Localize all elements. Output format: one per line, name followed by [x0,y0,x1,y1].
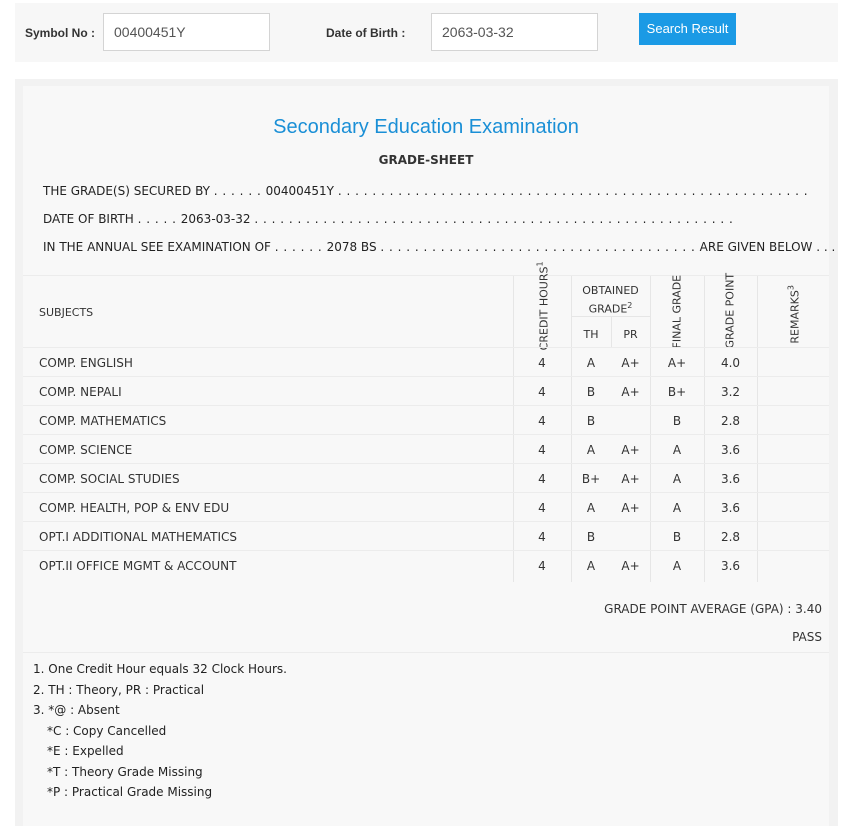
grade-point-cell: 3.6 [720,501,741,515]
final-grade-cell: A [672,501,682,515]
pr-grade-cell: A+ [621,385,640,399]
search-result-button[interactable]: Search Result [639,13,736,45]
dob-line-prefix: DATE OF BIRTH [43,212,134,226]
footnote-item: 2. TH : Theory, PR : Practical [33,682,205,697]
credit-cell: 4 [538,501,546,515]
table-row [23,521,829,550]
dob-line: DATE OF BIRTH . . . . . 2063-03-32 . . . . . . . . . . . . . . . . . . . . . . . . . . . . . . . . . . . . . . . . . . . . . . . . . . . . . . . . [43,212,734,226]
pr-grade-cell: A+ [621,472,640,486]
final-grade-cell: A [672,559,682,573]
secured-by-line: THE GRADE(S) SECURED BY . . . . . . 00400451Y . . . . . . . . . . . . . . . . . . . . . . . . . . . . . . . . . . . . . . . . . . . . . . . . . . . . . . . [43,184,809,198]
credit-sup: 1 [535,261,545,267]
secured-by-prefix: THE GRADE(S) SECURED BY [43,184,210,198]
dob-label: Date of Birth : [326,26,406,40]
result-card [15,79,838,826]
gpa-text: GRADE POINT AVERAGE (GPA) : 3.40 [604,602,822,616]
table-header [23,261,829,351]
table-row [23,376,829,405]
exam-line-suffix: ARE GIVEN BELOW . . . [699,240,836,254]
credit-hours-label: CREDIT HOURS [537,266,551,351]
th-grade-cell: A [586,501,596,515]
credit-cell: 4 [538,385,546,399]
subject-cell: OPT.II OFFICE MGMT & ACCOUNT [39,559,237,573]
header-remarks [786,278,801,350]
final-grade-cell: A [672,443,682,457]
header-subjects: SUBJECTS [39,306,94,319]
table-row [23,347,829,376]
credit-cell: 4 [538,472,546,486]
obtained-sup: 2 [627,301,633,310]
grade-point-cell: 4.0 [720,356,741,370]
subject-cell: COMP. NEPALI [39,385,122,399]
credit-cell: 4 [538,559,546,573]
remarks-sup: 3 [786,285,796,291]
subject-cell: COMP. HEALTH, POP & ENV EDU [39,501,230,515]
dob-line-value: 2063-03-32 [180,212,251,226]
th-grade-cell: B [586,385,596,399]
table-row [23,463,829,492]
table-row [23,405,829,434]
subject-cell: COMP. SCIENCE [39,443,133,457]
header-grade-point: GRADE POINT [723,272,737,349]
credit-cell: 4 [538,356,546,370]
final-grade-cell: A [672,472,682,486]
exam-line: IN THE ANNUAL SEE EXAMINATION OF . . . . . . 2078 BS . . . . . . . . . . . . . . . . . . . . . . . . . . . . . . . . . . . . . ARE GIVEN BELOW . . . [43,240,836,254]
pr-grade-cell: A+ [621,443,640,457]
header-pr: PR [623,328,638,341]
grade-point-cell: 3.6 [720,472,741,486]
final-grade-cell: B [672,530,682,544]
table-row [23,492,829,521]
th-grade-cell: A [586,443,596,457]
final-grade-cell: B+ [667,385,687,399]
th-grade-cell: B+ [581,472,601,486]
secured-by-value: 00400451Y [265,184,334,198]
table-row [23,434,829,463]
header-credit-hours [535,261,551,351]
exam-title: Secondary Education Examination [273,116,579,138]
th-grade-cell: B [586,414,596,428]
header-th: TH [583,328,599,341]
pr-grade-cell: A+ [621,501,640,515]
th-grade-cell: B [586,530,596,544]
symbol-label: Symbol No : [25,26,96,40]
final-grade-cell: B [672,414,682,428]
footnote-item: *P : Practical Grade Missing [47,785,213,799]
pr-grade-cell: A+ [621,356,640,370]
search-panel [15,3,838,62]
remarks-label: REMARKS [788,290,802,344]
grade-sheet-title: GRADE-SHEET [378,153,474,167]
obtained-grade-label: OBTAINED GRADE [582,284,639,316]
exam-line-prefix: IN THE ANNUAL SEE EXAMINATION OF [43,240,271,254]
th-grade-cell: A [586,559,596,573]
grade-point-cell: 3.6 [720,443,741,457]
subject-cell: COMP. MATHEMATICS [39,414,167,428]
grade-point-cell: 3.2 [720,385,741,399]
credit-cell: 4 [538,414,546,428]
grade-point-cell: 3.6 [720,559,741,573]
exam-line-value: 2078 BS [326,240,377,254]
table-row [23,550,829,579]
result-status: PASS [792,630,822,644]
grade-point-cell: 2.8 [720,530,741,544]
credit-cell: 4 [538,530,546,544]
subject-cell: COMP. ENGLISH [39,356,133,370]
footnote-item: *E : Expelled [47,744,124,758]
symbol-input[interactable]: 00400451Y [103,13,270,51]
header-obtained-grade [571,283,650,317]
th-grade-cell: A [586,356,596,370]
header-final-grade: FINAL GRADE [670,274,684,349]
pr-grade-cell: A+ [621,559,640,573]
subject-cell: OPT.I ADDITIONAL MATHEMATICS [39,530,238,544]
footnote-item: 1. One Credit Hour equals 32 Clock Hours. [33,662,287,676]
dob-input[interactable]: 2063-03-32 [431,13,598,51]
credit-cell: 4 [538,443,546,457]
subject-cell: COMP. SOCIAL STUDIES [39,472,180,486]
final-grade-cell: A+ [667,356,687,370]
footnote-item: *T : Theory Grade Missing [47,764,203,779]
footnote-item: 3. *@ : Absent [33,703,120,717]
footnote-item: *C : Copy Cancelled [47,723,167,738]
grade-sheet [23,86,836,826]
grade-point-cell: 2.8 [720,414,741,428]
